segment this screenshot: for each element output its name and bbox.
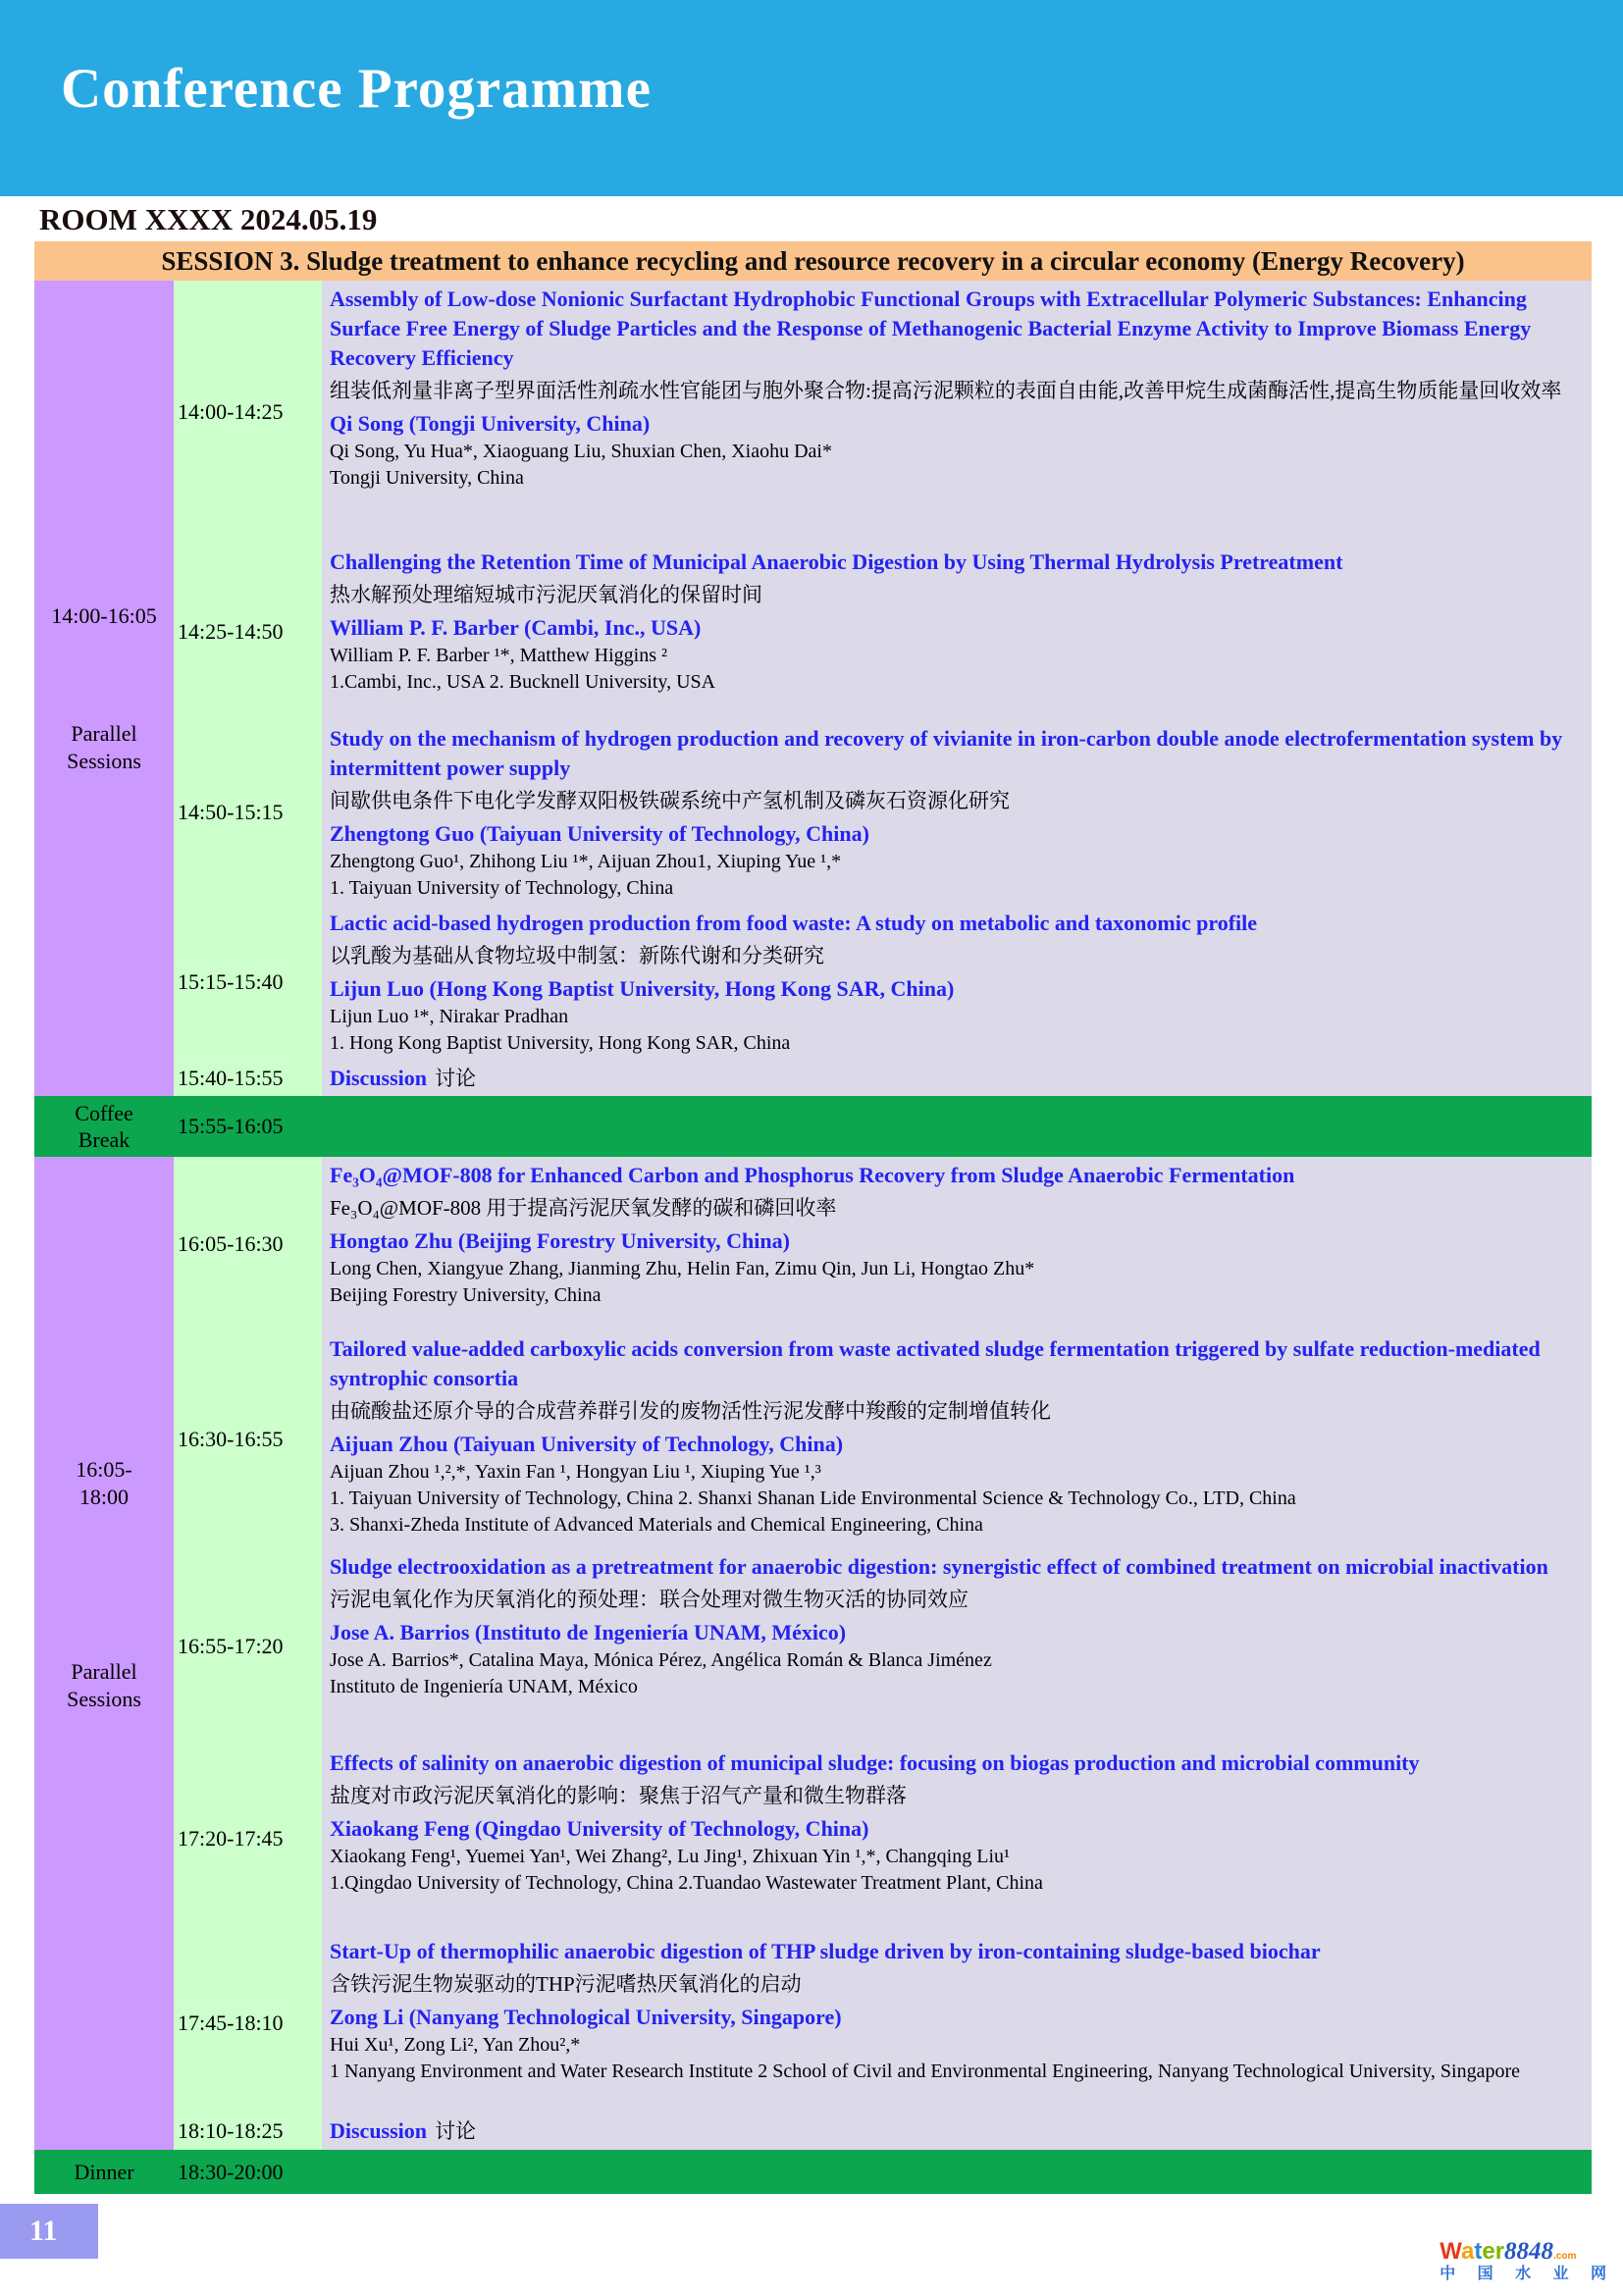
talk-time: 14:25-14:50 [174, 544, 322, 720]
talk-speaker: Xiaokang Feng (Qingdao University of Technology, China) [330, 1816, 869, 1841]
discussion-label: Discussion [330, 1066, 428, 1090]
talk-affiliation: Beijing Forestry University, China [330, 1284, 602, 1306]
talk-time: 17:45-18:10 [174, 1933, 322, 2113]
talk-title: Challenging the Retention Time of Municipal Anaerobic Digestion by Using Thermal Hydrolysis Pretreatment [330, 549, 1343, 574]
schedule-row [174, 905, 1592, 1060]
talk-authors: Lijun Luo ¹*, Nirakar Pradhan [330, 1006, 569, 1027]
talk-time: 16:55-17:20 [174, 1548, 322, 1745]
block-time-inner [34, 602, 174, 775]
talk-speaker: Zong Li (Nanyang Technological University, Singapore) [330, 2005, 842, 2029]
talk-details [322, 720, 1592, 905]
talk-title: Sludge electrooxidation as a pretreatment for anaerobic digestion: synergistic effect of combined treatment on microbial inactivation [330, 1554, 1548, 1579]
schedule-table [34, 241, 1592, 2194]
discussion [330, 1064, 1584, 1093]
schedule-row [174, 1548, 1592, 1745]
talk-speaker: Qi Song (Tongji University, China) [330, 411, 651, 436]
talk-title-chinese: 间歇供电条件下电化学发酵双阳极铁碳系统中产氢机制及磷灰石资源化研究 [330, 789, 1010, 812]
discussion-label-chinese: 讨论 [435, 2119, 477, 2143]
logo-part: r [1494, 2238, 1505, 2265]
talk-title-chinese: 以乳酸为基础从食物垃圾中制氢：新陈代谢和分类研究 [330, 944, 824, 967]
talk-affiliation: Instituto de Ingeniería UNAM, México [330, 1676, 638, 1697]
schedule-row [174, 281, 1592, 544]
talk-details [322, 2113, 1592, 2150]
talk-speaker: Hongtao Zhu (Beijing Forestry University, China) [330, 1228, 790, 1253]
talk-affiliation: 1.Qingdao University of Technology, China 2.Tuandao Wastewater Treatment Plant, China [330, 1872, 1043, 1894]
session-rows [174, 1157, 1592, 2150]
talk-authors: Qi Song, Yu Hua*, Xiaoguang Liu, Shuxian Chen, Xiaohu Dai* [330, 441, 832, 462]
talk-authors: Jose A. Barrios*, Catalina Maya, Mónica Pérez, Angélica Román & Blanca Jiménez [330, 1649, 992, 1671]
talk-title: Lactic acid-based hydrogen production from food waste: A study on metabolic and taxonomic profile [330, 911, 1258, 935]
dinner-row [34, 2150, 1592, 2194]
talk-title-chinese: Fe₃O₄@MOF-808 用于提高污泥厌氧发酵的碳和磷回收率 [330, 1196, 837, 1220]
talk-title: Assembly of Low-dose Nonionic Surfactant Hydrophobic Functional Groups with Extracellular Polymeric Substances: Enhancing Surface Free Energy of Sludge Particles and the Response of Methanogenic Bacterial Enzyme Activity to Improve Biomass Energy Recovery Efficiency [330, 287, 1532, 370]
water8848-logo [1440, 2239, 1615, 2282]
schedule-row [174, 2113, 1592, 2150]
session-banner: SESSION 3. Sludge treatment to enhance recycling and resource recovery in a circular economy (Energy Recovery) [34, 241, 1592, 281]
page-number-badge: 11 [0, 2204, 98, 2259]
talk-affiliation: 1. Taiyuan University of Technology, China 2. Shanxi Shanan Lide Environmental Science & Technology Co., LTD, China [330, 1487, 1296, 1509]
block-time-range [51, 602, 157, 630]
discussion [330, 2116, 1584, 2146]
logo-part: e [1482, 2238, 1495, 2265]
logo-part: W [1440, 2238, 1461, 2265]
discussion-label: Discussion [330, 2118, 428, 2143]
talk-affiliation: 3. Shanxi-Zheda Institute of Advanced Materials and Chemical Engineering, China [330, 1514, 983, 1536]
room-date-heading: ROOM XXXX 2024.05.19 [39, 202, 378, 236]
talk-time: 15:40-15:55 [174, 1060, 322, 1096]
talk-time: 16:05-16:30 [174, 1157, 322, 1331]
logo-part: 8848 [1504, 2238, 1554, 2265]
coffee-break-time: 15:55-16:05 [178, 1114, 284, 1138]
block-time-inner [34, 1456, 174, 1713]
schedule-row [174, 1157, 1592, 1331]
talk-time: 15:15-15:40 [174, 905, 322, 1060]
talk-time: 18:10-18:25 [174, 2113, 322, 2150]
coffee-break-label: Coffee Break [75, 1101, 133, 1152]
page-header-band [0, 0, 1623, 196]
coffee-break-row [34, 1096, 1592, 1157]
block-time-range [76, 1456, 131, 1511]
talk-details [322, 1331, 1592, 1548]
talk-affiliation: 1 Nanyang Environment and Water Research Institute 2 School of Civil and Environmental Engineering, Nanyang Technological University, Singapore [330, 2061, 1520, 2082]
water8848-chinese-subtitle: 中 国 水 业 网 [1440, 2266, 1615, 2282]
dinner-label: Dinner [74, 2160, 134, 2184]
block-label: Parallel Sessions [67, 720, 141, 773]
talk-speaker: William P. F. Barber (Cambi, Inc., USA) [330, 615, 702, 640]
talk-details [322, 544, 1592, 720]
talk-authors: William P. F. Barber ¹*, Matthew Higgins ² [330, 645, 668, 666]
talk-affiliation: 1. Taiyuan University of Technology, China [330, 877, 674, 899]
discussion-label-chinese: 讨论 [435, 1067, 477, 1090]
talk-affiliation: Tongji University, China [330, 467, 524, 489]
talk-title: Tailored value-added carboxylic acids conversion from waste activated sludge fermentation triggered by sulfate reduction-mediated syntrophic consortia [330, 1336, 1541, 1390]
talk-title-chinese: 盐度对市政污泥厌氧消化的影响：聚焦于沼气产量和微生物群落 [330, 1784, 907, 1807]
talk-title-chinese: 组装低剂量非离子型界面活性剂疏水性官能团与胞外聚合物:提高污泥颗粒的表面自由能,改善甲烷生成菌酶活性,提高生物质能量回收效率 [330, 379, 1562, 402]
talk-time: 14:50-15:15 [174, 720, 322, 905]
talk-title-chinese: 含铁污泥生物炭驱动的THP污泥嗜热厌氧消化的启动 [330, 1972, 802, 1996]
block-time-line: 16:05- [76, 1457, 132, 1482]
block-time-cell [34, 281, 174, 1096]
talk-time: 17:20-17:45 [174, 1745, 322, 1933]
talk-title: Study on the mechanism of hydrogen production and recovery of vivianite in iron-carbon double anode electrofermentation system by intermittent power supply [330, 726, 1563, 780]
schedule-row [174, 1331, 1592, 1548]
talk-speaker: Aijuan Zhou (Taiyuan University of Technology, China) [330, 1432, 844, 1456]
talk-authors: Long Chen, Xiangyue Zhang, Jianming Zhu, Helin Fan, Zimu Qin, Jun Li, Hongtao Zhu* [330, 1258, 1035, 1279]
talk-details [322, 1548, 1592, 1745]
talk-title: Fe₃O₄@MOF-808 for Enhanced Carbon and Phosphorus Recovery from Sludge Anaerobic Fermentation [330, 1163, 1295, 1187]
schedule-row [174, 720, 1592, 905]
logo-part: .com [1553, 2251, 1577, 2262]
talk-authors: Zhengtong Guo¹, Zhihong Liu ¹*, Aijuan Zhou1, Xiuping Yue ¹,* [330, 851, 842, 872]
dinner-time: 18:30-20:00 [178, 2159, 284, 2184]
block-label: Parallel Sessions [67, 1659, 141, 1711]
schedule-row [174, 544, 1592, 720]
page-title: Conference Programme [61, 58, 652, 120]
schedule-row [174, 1933, 1592, 2113]
talk-time: 16:30-16:55 [174, 1331, 322, 1548]
session-block-afternoon-2 [34, 1157, 1592, 2150]
talk-time: 14:00-14:25 [174, 281, 322, 544]
session-block-afternoon-1 [34, 281, 1592, 1096]
talk-details [322, 905, 1592, 1060]
talk-title-chinese: 由硫酸盐还原介导的合成营养群引发的废物活性污泥发酵中羧酸的定制增值转化 [330, 1399, 1051, 1423]
talk-title-chinese: 污泥电氧化作为厌氧消化的预处理：联合处理对微生物灭活的协同效应 [330, 1588, 969, 1611]
water8848-wordmark [1440, 2239, 1615, 2264]
schedule-row [174, 1060, 1592, 1096]
schedule-row [174, 1745, 1592, 1933]
talk-affiliation: 1.Cambi, Inc., USA 2. Bucknell University, USA [330, 671, 716, 693]
talk-details [322, 1933, 1592, 2113]
talk-authors: Aijuan Zhou ¹,²,*, Yaxin Fan ¹, Hongyan Liu ¹, Xiuping Yue ¹,³ [330, 1461, 821, 1483]
talk-title-chinese: 热水解预处理缩短城市污泥厌氧消化的保留时间 [330, 583, 762, 606]
block-time-cell [34, 1157, 174, 2150]
talk-details [322, 1745, 1592, 1933]
talk-details [322, 1060, 1592, 1096]
talk-speaker: Lijun Luo (Hong Kong Baptist University, Hong Kong SAR, China) [330, 976, 955, 1001]
talk-affiliation: 1. Hong Kong Baptist University, Hong Kong SAR, China [330, 1032, 791, 1054]
session-rows [174, 281, 1592, 1096]
logo-part: a [1460, 2238, 1475, 2265]
talk-title: Effects of salinity on anaerobic digestion of municipal sludge: focusing on biogas production and microbial community [330, 1750, 1420, 1775]
talk-speaker: Zhengtong Guo (Taiyuan University of Technology, China) [330, 821, 869, 846]
block-time-line: 18:00 [79, 1485, 130, 1509]
talk-details [322, 281, 1592, 544]
talk-title: Start-Up of thermophilic anaerobic digestion of THP sludge driven by iron-containing sludge-based biochar [330, 1939, 1321, 1963]
talk-speaker: Jose A. Barrios (Instituto de Ingeniería UNAM, México) [330, 1620, 847, 1644]
talk-authors: Hui Xu¹, Zong Li², Yan Zhou²,* [330, 2034, 581, 2056]
talk-details [322, 1157, 1592, 1331]
talk-authors: Xiaokang Feng¹, Yuemei Yan¹, Wei Zhang², Lu Jing¹, Zhixuan Yin ¹,*, Changqing Liu¹ [330, 1846, 1011, 1867]
logo-part: t [1474, 2238, 1483, 2265]
block-time-line: 14:00-16:05 [51, 602, 157, 628]
